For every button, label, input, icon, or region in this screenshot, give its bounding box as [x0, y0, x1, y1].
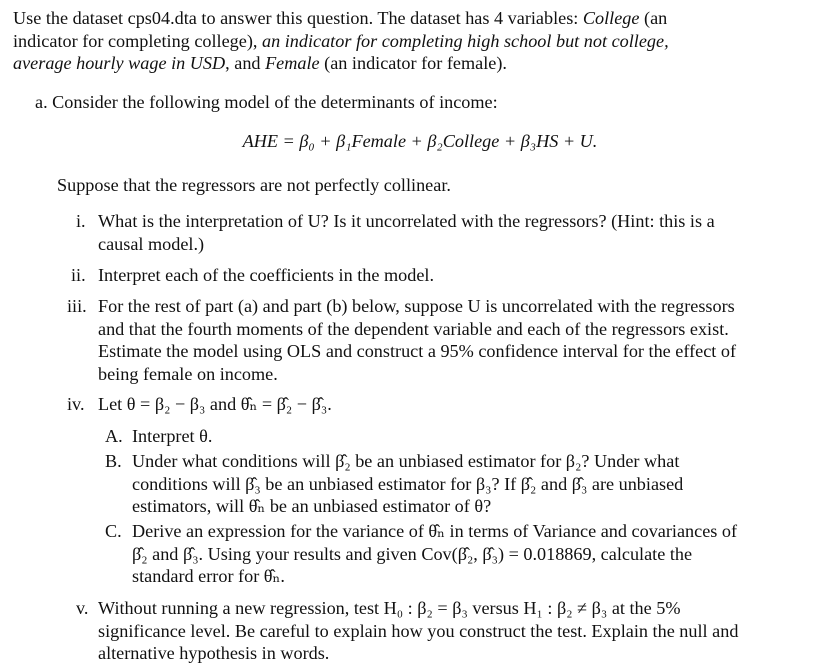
- subquestion-label: B.: [105, 451, 122, 471]
- question-text: Interpret each of the coefficients in the model.: [98, 265, 434, 285]
- question-number: iii.: [67, 296, 87, 316]
- subquestion-text: Derive an expression for the variance of θ̂ₙ in terms of Variance and covariances of β̂₂ and β̂₃. Using your results and given Cov(β̂₂, β̂₃) = 0.018869, calculate the standard error for θ̂ₙ.: [132, 521, 738, 587]
- intro-paragraph: [13, 7, 828, 75]
- question-text: Let θ = β₂ − β₃ and θ̂ₙ = β̂₂ − β̂₃.: [98, 394, 332, 414]
- intro-wage-var: average hourly wage in USD: [13, 53, 226, 74]
- collinearity-assumption: Suppose that the regressors are not perfectly collinear.: [57, 175, 451, 195]
- subquestion-text: Interpret θ.: [132, 426, 213, 446]
- intro-text: Use the dataset cps04.dta to answer this question. The dataset has 4 variables:: [13, 8, 583, 28]
- part-a-text: Consider the following model of the determinants of income:: [52, 92, 498, 112]
- intro-hs-var: an indicator for completing high school but not college,: [261, 30, 669, 51]
- subquestion-text: Under what conditions will β̂₂ be an unbiased estimator for β₂? Under what conditions will β̂₃ be an unbiased estimator for β₃? If β̂₂ and β̂₃ are unbiased estimators, will θ̂ₙ be an unbiased estimator of θ?: [132, 451, 684, 517]
- part-a-heading: [35, 91, 498, 114]
- question-number: ii.: [71, 265, 86, 285]
- question-number: iv.: [67, 394, 85, 414]
- intro-text: indicator for completing college),: [13, 30, 262, 51]
- question-number: v.: [76, 598, 89, 618]
- subquestion-label: C.: [105, 521, 122, 541]
- question-number: i.: [76, 211, 86, 231]
- intro-college-var: College: [582, 8, 640, 28]
- intro-text: (an: [639, 8, 668, 28]
- intro-text: , and: [225, 53, 266, 74]
- part-a-label: a.: [35, 92, 48, 112]
- question-text: What is the interpretation of U? Is it uncorrelated with the regressors? (Hint: this is a causal model.): [98, 211, 715, 254]
- question-text: Without running a new regression, test H₀ : β₂ = β₃ versus H₁ : β₂ ≠ β₃ at the 5% significance level. Be careful to explain how you construct the test. Explain the null and alternative hypothesis in words.: [98, 598, 739, 664]
- subquestion-label: A.: [105, 426, 123, 446]
- question-text: For the rest of part (a) and part (b) below, suppose U is uncorrelated with the regressors and that the fourth moments of the dependent variable and each of the regressors exist. Estimate the model using OLS and construct a 95% confidence interval for the effect of being female on income.: [98, 296, 737, 384]
- model-equation: AHE = β₀ + β₁Female + β₂College + β₃HS + U.: [242, 131, 598, 151]
- intro-text: (an indicator for female).: [319, 53, 507, 74]
- intro-female-var: Female: [265, 53, 320, 74]
